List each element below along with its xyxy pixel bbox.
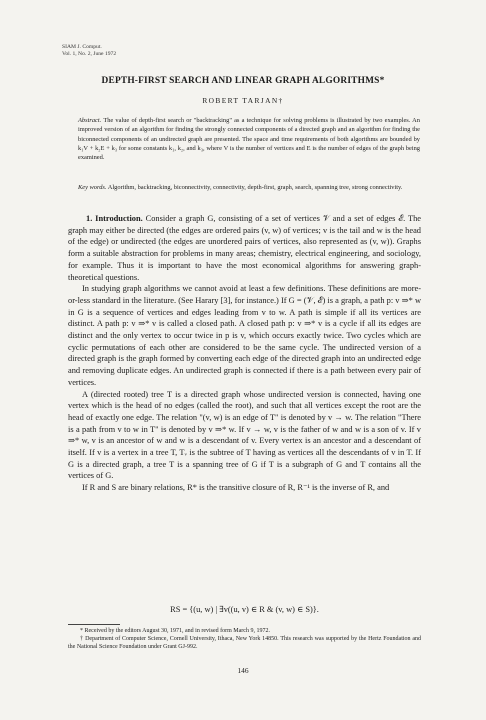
paragraph-1-text: Consider a graph G, consisting of a set of vertices 𝒱 and a set of edges ℰ. The graph may either be directed (the edges are ordered pairs (v, w) of vertices; v is the tail and w is the head of the edge) or undirected (the edges are unordered pairs of vertices, also represented as (v, w)). Graphs form a suitable abstraction for problems in many areas; chemistry, electrical engineering, and sociology, for example. Thus it is important to have the most economical algorithms for answering graph-theoretical questions. — [68, 214, 422, 282]
paragraph-2: In studying graph algorithms we cannot avoid at least a few definitions. These definitions are more-or-less standard in the literature. (See Harary [3], for instance.) If G = (𝒱, ℰ) is a graph, a path p: v ⇒* w in G is a sequence of vertices and edges leading from v to w. A path is simple if all its vertices are distinct. A path p: v ⇒* v is called a closed path. A closed path p: v ⇒* v is a cycle if all its edges are distinct and the only vertex to occur twice in p is v, which occurs exactly twice. Two cycles which are cyclic permutations of each other are considered to be the same cycle. The undirected version of a directed graph is the graph formed by converting each edge of the directed graph into an undirected edge and removing duplicate edges. An undirected graph is connected if there is a path between every pair of vertices. — [68, 284, 421, 387]
paragraph-1 — [68, 213, 421, 283]
footnote-received: * Received by the editors August 30, 1971, and in revised form March 9, 1972. — [80, 628, 270, 634]
journal-name: SIAM J. Comput. — [62, 44, 102, 50]
journal-volume: Vol. 1, No. 2, June 1972 — [62, 51, 117, 57]
footnote-affiliation: † Department of Computer Science, Cornell University, Ithaca, New York 14850. This research was supported by the Hertz Foundation and the National Science Foundation under Grant GJ-992. — [68, 636, 421, 651]
page-number: 146 — [237, 666, 249, 675]
paragraph-3: A (directed rooted) tree T is a directed graph whose undirected version is connected, having one vertex which is the head of no edges (called the root), and such that all vertices except the root are the head of exactly one edge. The relation "(v, w) is an edge of T" is denoted by v → w. The relation "There is a path from v to w in T" is denoted by v ⇒* w. If v → w, v is the father of w and w is a son of v. If v ⇒* w, v is an ancestor of w and w is a descendant of v. Every vertex is an ancestor and a descendant of itself. If v is a vertex in a tree T, Tᵥ is the subtree of T having as vertices all the descendants of v in T. If G is a directed graph, a tree T is a spanning tree of G if T is a subgraph of G and T contains all the vertices of G. — [68, 389, 421, 481]
section-heading: 1. Introduction. — [86, 214, 143, 223]
journal-header — [62, 44, 116, 58]
display-formula: RS = {(u, w) | ∃v((u, v) ∈ R & (v, w) ∈ S)}. — [170, 605, 319, 614]
body-text — [68, 213, 421, 494]
abstract-label: Abstract. — [78, 117, 102, 124]
paragraph-4: If R and S are binary relations, R* is the transitive closure of R, R⁻¹ is the inverse of R, and — [82, 483, 390, 493]
keywords-text: Algorithm, backtracking, biconnectivity, connectivity, depth-first, graph, search, spanning tree, strong connectivity. — [107, 184, 403, 191]
abstract — [78, 116, 420, 162]
footnote-divider — [68, 624, 120, 625]
abstract-text: The value of depth-first search or "backtracking" as a technique for solving problems is illustrated by two examples. An improved version of an algorithm for finding the strongly connected components of a directed graph and an algorithm for finding the biconnected components of an undirected graph are presented. The space and time requirements of both algorithms are bounded by k₁V + k₂E + k₃ for some constants k₁, k₂, and k₃, where V is the number of vertices and E is the number of edges of the graph being examined. — [78, 117, 420, 162]
keywords — [78, 183, 420, 192]
paper-author: ROBERT TARJAN† — [202, 96, 284, 105]
keywords-label: Key words. — [78, 184, 107, 191]
footnotes — [68, 627, 421, 652]
paper-title: DEPTH-FIRST SEARCH AND LINEAR GRAPH ALGORITHMS* — [101, 76, 385, 86]
